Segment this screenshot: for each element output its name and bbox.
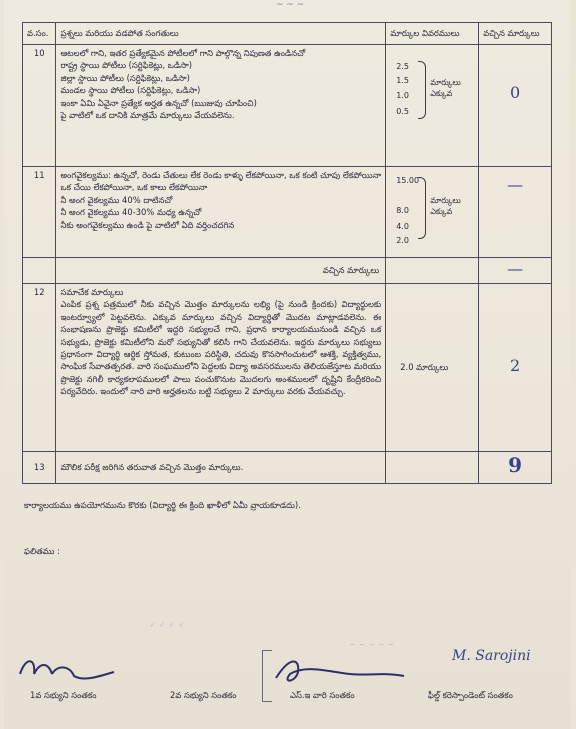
- marks-label: మార్కులు ఎక్కువ: [430, 78, 461, 98]
- row-title: సమాచేక మార్కులు: [60, 287, 124, 297]
- mark-value: 2.0: [396, 236, 409, 245]
- marks-label: మార్కులు ఎక్కువ: [430, 196, 461, 216]
- table-row-12: [23, 284, 552, 452]
- se-signature: [270, 652, 410, 692]
- row-line: ఆటలలో గాని, ఇతర ప్రత్యేకమైన పోటీలలో గాని పాల్గొన్న నిపుణత ఉండినచో: [60, 48, 306, 58]
- row-awarded: [479, 45, 552, 167]
- row-items: [56, 167, 386, 258]
- table-row-13: [23, 452, 552, 484]
- correspondent-signature-label: ఫీల్డ్ కరెస్పాండెంట్ సంతకం: [428, 690, 513, 700]
- mark-value: 1.5: [396, 76, 409, 85]
- mark-value: 1.0: [396, 91, 409, 100]
- row-line: అంగవైకల్యము: ఉన్నచో, రెండు చేతులు లేక రెండు కాళ్ళు లేకపోయినా, ఒక కంటి చూపు లేకపోయినా: [60, 170, 382, 180]
- row-marks-details: [386, 284, 479, 452]
- row-awarded: [479, 452, 552, 484]
- se-signature-label: ఎస్.ఇ వారి సంతకం: [290, 690, 355, 700]
- subtotal-row: [23, 258, 552, 284]
- row-line: ఇంకా ఏమి ఏవైనా ప్రత్యేక అర్హత ఉన్నచో (ఋజువు చూపించి): [60, 97, 257, 108]
- page-top-text: ~ ~ ~: [275, 0, 305, 10]
- evaluation-table: [22, 22, 552, 484]
- header-awarded: వచ్చిన మార్కులు: [479, 23, 552, 45]
- row-line: మండల స్థాయి పోటీలు (సర్టిఫికెట్లు, ఒడిసా): [60, 85, 201, 96]
- table-header-row: [23, 23, 552, 45]
- row-marks-details: [386, 167, 479, 258]
- mark-value: 2.0 మార్కులు: [400, 362, 449, 373]
- row-line: నీ అంగ వైకల్యము 40-30% మధ్య ఉన్నచో: [60, 207, 202, 218]
- mark-value: 0.5: [396, 107, 409, 116]
- row-line: నీకు అంగవైకల్యము ఉండి పై వాటిలో ఏది వర్తించదగిన: [60, 219, 235, 230]
- table-row-10: [23, 45, 552, 167]
- row-line: ఒక చేయి లేకపోయినా, ఒక కాలు లేకపోయినా: [60, 182, 208, 193]
- brace-shape: [418, 61, 426, 119]
- row-awarded: [479, 167, 552, 258]
- row-items: మౌలిక పరీక్ష జరిగిన తరువాత వచ్చిన మొత్తం మార్కులు.: [56, 452, 386, 484]
- mark-value: 15.00: [396, 176, 420, 185]
- header-items: ప్రశ్నలు మరియు వడపోత సంగతులు: [56, 23, 386, 45]
- member1-signature: [14, 652, 124, 692]
- row-serial: 11: [23, 167, 56, 258]
- row-line: నీ అంగ వైకల్యము 40% దాటినచో: [60, 194, 173, 205]
- row-serial: 10: [23, 45, 56, 167]
- mark-value: 8.0: [396, 206, 409, 215]
- row-serial: 12: [23, 284, 56, 452]
- subtotal-mark: —: [507, 259, 524, 279]
- subtotal-label: వచ్చిన మార్కులు: [56, 258, 386, 284]
- row-line: జిల్లా స్థాయి పోటీలు (సర్టిఫికెట్లు, ఒడిసా): [60, 72, 190, 83]
- header-details: మార్కుల వివరములు: [386, 23, 479, 45]
- awarded-mark: 2: [510, 356, 521, 376]
- table-row-11: [23, 167, 552, 258]
- office-use-note: కార్యాలయము ఉపయోగమును కొరకు (విద్యార్థి ఈ క్రింది ఖాళీలో ఏమీ వ్రాయకూడదు).: [24, 500, 301, 510]
- member1-signature-label: 1వ సభ్యుని సంతకం: [30, 690, 97, 700]
- awarded-mark: 0: [510, 83, 521, 102]
- awarded-mark: —: [507, 175, 524, 194]
- brace-shape: [418, 177, 426, 239]
- row-items: [56, 45, 386, 167]
- result-label: ఫలితము :: [24, 546, 60, 556]
- correspondent-signature: M. Sarojini: [452, 648, 531, 664]
- header-serial: వ.సం.: [23, 23, 56, 45]
- total-mark: 9: [508, 453, 523, 478]
- row-line: రాష్ట్ర స్థాయి పోటీలు (సర్టిఫికెట్లు, ఒడిసా): [60, 60, 193, 71]
- row-items: [56, 284, 386, 452]
- mark-value: 2.5: [396, 62, 409, 71]
- member2-signature-label: 2వ సభ్యుని సంతకం: [170, 690, 237, 700]
- row-marks-details: [386, 45, 479, 167]
- row-line: పై వాటిలో ఒక దానికి మాత్రమే మార్కులు వేయవలెను.: [60, 110, 235, 121]
- row-body: ఎంపిక ప్రశ్న పత్రములో నీకు వచ్చిన మొత్తం మార్కులను లభ్యి (పై నుండి క్రిందకు) విద్యార్థులకు ఇంటర్వ్యూలో పెట్టవలెను. ఎక్కువ మార్కులు వచ్చిన విద్యార్థితో మొదట మాట్లాడవలెను. ఈ సంభాషణను ప్రొజెక్టు కమిటీలో ఇద్దరి సభ్యులచే గాని, ప్రధాన కార్యాలయమునుండి వచ్చిన ఒక సభ్యుడు, ప్రొజెక్టు కమిటీలోని మరో సభ్యునితో కలిసి గాని చేయవలెను. ఇద్దరు మార్కులు సభ్యులు ప్రధానంగా విద్యార్థి ఆర్థిక స్తోమత, కుటుంబ పరిస్థితి, చదువు కొనసాగించుటలో ఆశక్తి, వ్యక్తిత్వము, సాంఘిక సేవాతత్పరత. వారి సంఘములోని పెద్దలకు విద్యా అవసరములను తెలియజేస్తూట మరియు ప్రొజెక్టు నగిలీ కార్యకలాపములలో పాలు పంచుకొనుట మొదలగు అంశములలో దృష్టిని కేంద్రీకరించి పర్యవేదిరు. ఇందులో నారి వారి అర్హతలను బట్టి సభ్యులు 2 మార్కులు వరకు వేయవచ్చు.: [60, 299, 382, 397]
- mark-value: 4.0: [396, 222, 409, 231]
- row-serial: 13: [23, 452, 56, 484]
- row-awarded: [479, 284, 552, 452]
